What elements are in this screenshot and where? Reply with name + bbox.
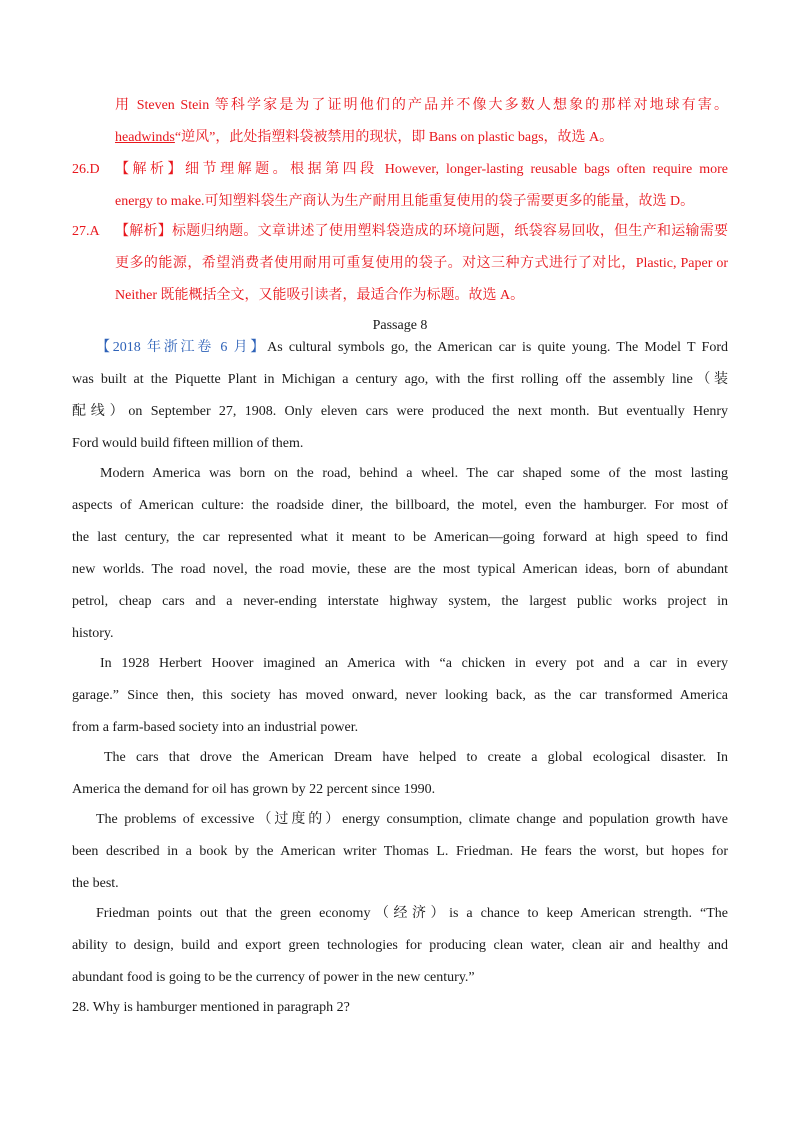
q27-explanation: 更多的能源，希望消费者使用耐用可重复使用的袋子。对这三种方式进行了对比，Plastic, Paper or	[115, 256, 728, 271]
q27-answer-number: 27.A	[72, 224, 100, 239]
answer-explanation-line: 用 Steven Stein 等科学家是为了证明他们的产品并不像大多数人想象的那样对地球有害。	[115, 98, 728, 113]
paragraph-text: Modern America was born on the road, behind a wheel. The car shaped some of the most lasting	[100, 466, 728, 481]
q26-explanation: 【解析】细节理解题。根据第四段 However, longer-lasting reusable bags often require more	[115, 162, 728, 177]
paragraph-text: The problems of excessive（过度的）energy consumption, climate change and population growth have	[96, 812, 728, 827]
paragraph-text: the best.	[72, 876, 119, 891]
answer-explanation-text: “逆风”，此处指塑料袋被禁用的现状，即 Bans on plastic bags，故选 A。	[174, 130, 614, 145]
paragraph-text: from a farm-based society into an industrial power.	[72, 720, 359, 735]
answer-explanation-line	[115, 128, 613, 148]
paragraph-text: 配线）on September 27, 1908. Only eleven cars were produced the next month. But eventually Henry	[72, 404, 728, 419]
paragraph-text: petrol, cheap cars and a never-ending interstate highway system, the largest public works project in	[72, 594, 728, 609]
paragraph-text: The cars that drove the American Dream have helped to create a global ecological disaster. In	[104, 750, 728, 765]
paragraph-1	[96, 338, 728, 358]
paragraph-text: garage.” Since then, this society has moved onward, never looking back, as the car transformed America	[72, 688, 728, 703]
q26-explanation: energy to make.可知塑料袋生产商认为生产耐用且能重复使用的袋子需要更多的能量，故选 D。	[115, 194, 695, 209]
underlined-term: headwinds	[115, 130, 175, 145]
paragraph-text: was built at the Piquette Plant in Michigan a century ago, with the first rolling off the assembly line（装	[72, 372, 728, 387]
paragraph-text: As cultural symbols go, the American car is quite young. The Model T Ford	[267, 340, 728, 355]
paragraph-text: been described in a book by the American writer Thomas L. Friedman. He fears the worst, but hopes for	[72, 844, 728, 859]
q27-explanation: 【解析】标题归纳题。文章讲述了使用塑料袋造成的环境问题，纸袋容易回收，但生产和运输需要	[115, 224, 728, 239]
passage-title: Passage 8	[372, 318, 428, 333]
source-tag: 【2018 年浙江卷 6 月】	[96, 340, 268, 355]
paragraph-text: aspects of American culture: the roadside diner, the billboard, the motel, even the hamburger. For most of	[72, 498, 728, 513]
paragraph-text: the last century, the car represented what it meant to be American—going forward at high speed to find	[72, 530, 728, 545]
q27-explanation: Neither 既能概括全文，又能吸引读者，最适合作为标题。故选 A。	[115, 288, 525, 303]
paragraph-text: abundant food is going to be the currency of power in the new century.”	[72, 970, 475, 985]
paragraph-text: In 1928 Herbert Hoover imagined an America with “a chicken in every pot and a car in every	[100, 656, 728, 671]
paragraph-text: Friedman points out that the green economy（经济）is a chance to keep American strength. “The	[96, 906, 728, 921]
paragraph-text: history.	[72, 626, 114, 641]
paragraph-text: Ford would build fifteen million of them.	[72, 436, 304, 451]
question-28: 28. Why is hamburger mentioned in paragraph 2?	[72, 1000, 350, 1015]
q26-answer-number: 26.D	[72, 162, 100, 177]
paragraph-text: America the demand for oil has grown by 22 percent since 1990.	[72, 782, 436, 797]
paragraph-text: ability to design, build and export green technologies for producing clean water, clean air and healthy and	[72, 938, 728, 953]
paragraph-text: new worlds. The road novel, the road movie, these are the most typical American ideas, born of abundant	[72, 562, 728, 577]
